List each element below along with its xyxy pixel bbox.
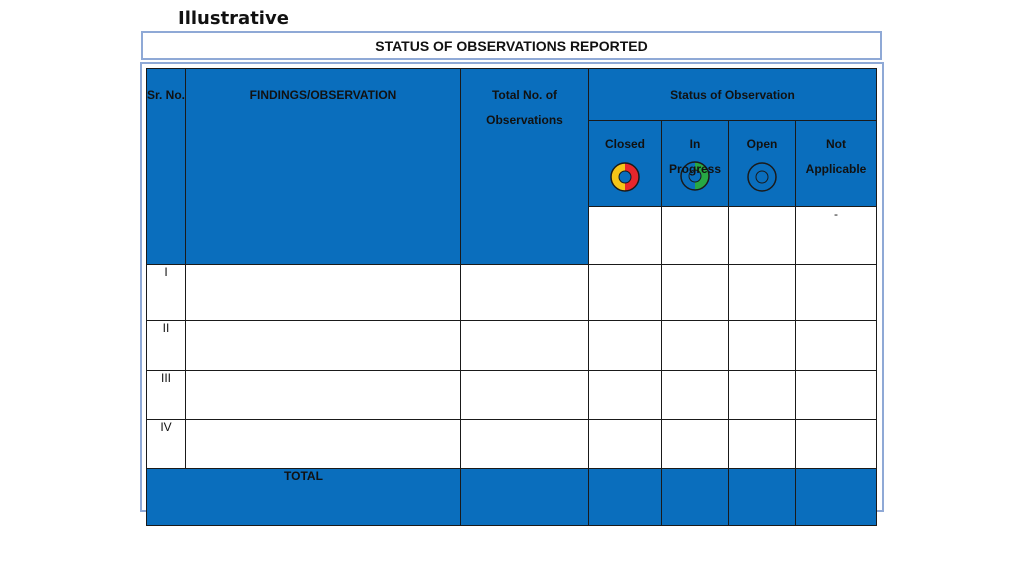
table-cell xyxy=(589,207,662,265)
header-in-progress: In Progress xyxy=(662,121,729,207)
table-row xyxy=(147,321,877,371)
closed-status-icon xyxy=(609,161,641,193)
header-sr-no: Sr. No. xyxy=(147,69,186,265)
row-number: III xyxy=(147,371,186,420)
total-cell xyxy=(461,469,589,526)
total-cell xyxy=(796,469,877,526)
header-status-of-observation: Status of Observation xyxy=(589,69,877,121)
row-number: I xyxy=(147,265,186,321)
total-cell xyxy=(589,469,662,526)
row-number: II xyxy=(147,321,186,371)
total-cell xyxy=(662,469,729,526)
illustrative-label: Illustrative xyxy=(178,8,289,29)
header-closed: Closed xyxy=(589,121,662,207)
observations-table xyxy=(146,68,877,526)
row-number: IV xyxy=(147,420,186,469)
header-total-observations: Total No. of Observations xyxy=(461,69,589,265)
header-not-applicable: Not Applicable xyxy=(796,121,877,207)
open-status-icon xyxy=(746,161,778,193)
table-row xyxy=(147,265,877,321)
header-findings: FINDINGS/OBSERVATION xyxy=(186,69,461,265)
table-row xyxy=(147,371,877,420)
table-cell xyxy=(662,207,729,265)
total-row xyxy=(147,469,877,526)
total-cell xyxy=(729,469,796,526)
not-applicable-value: - xyxy=(796,207,877,265)
page-title: STATUS OF OBSERVATIONS REPORTED xyxy=(141,31,882,60)
total-label: TOTAL xyxy=(147,469,461,526)
table-cell xyxy=(729,207,796,265)
table-row xyxy=(147,420,877,469)
header-open: Open xyxy=(729,121,796,207)
